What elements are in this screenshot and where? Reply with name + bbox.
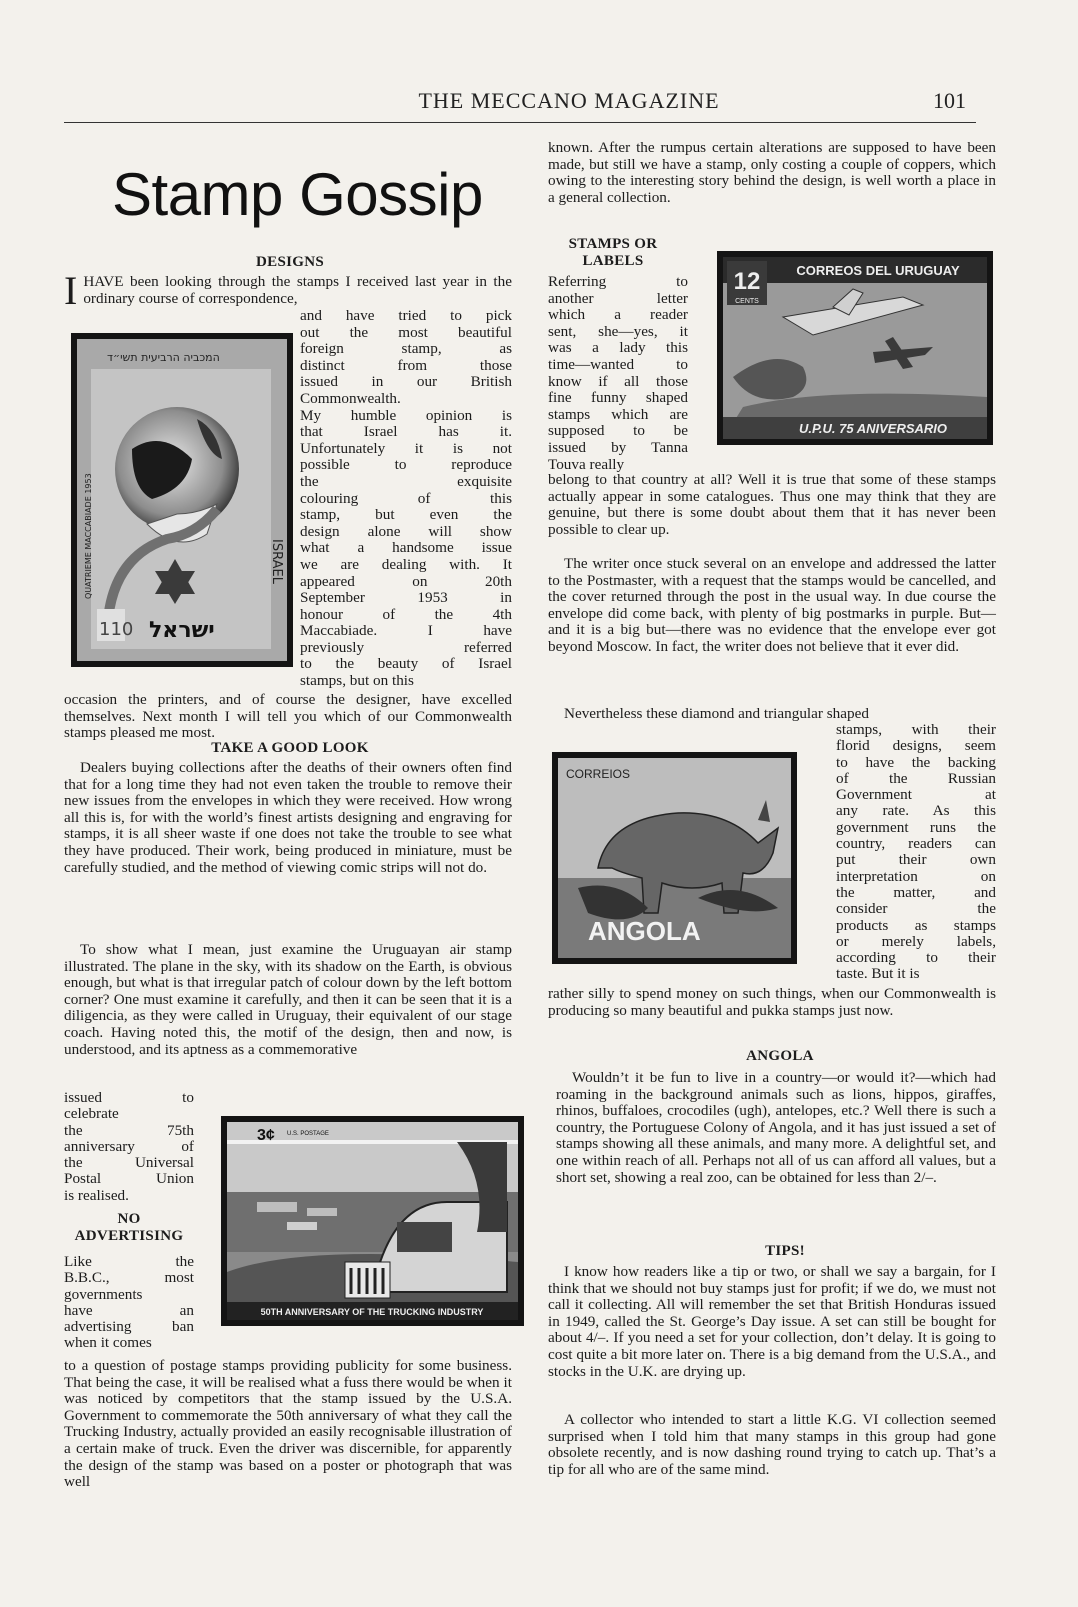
heading-stamps-or-labels: STAMPS OR LABELS: [568, 236, 658, 269]
text-line: Like the: [64, 1253, 194, 1270]
israel-stamp-country-hebrew: ישראל: [149, 618, 215, 643]
text-line: florid designs, seem: [836, 737, 996, 755]
israel-stamp-value: 110: [99, 619, 134, 640]
text-line: to have the backing: [836, 753, 996, 771]
israel-stamp-top-text: המכביה הרביעית תשי״ד: [107, 351, 220, 364]
dropcap: I: [64, 268, 78, 313]
text-line: or merely labels,: [836, 932, 996, 950]
take-a-good-look-p1: Dealers buying collections after the deaths of their owners often find that for a long time they had not even taken the trouble to remove their new issues from the envelopes in which they were received. How wrong all this is, for with the world’s finest artists designing and engraving for stamps, it is all sheer waste if one does not take the trouble to see what they have produced. Their work, being produced in miniature, must be carefully studied, and the method of viewing comic strips will not do.: [64, 759, 512, 876]
angola-stamp-art: [558, 758, 791, 958]
text-line: Touva really: [548, 455, 625, 473]
text-line: that Israel has it.: [300, 423, 512, 441]
angola-rhino-stamp-image: [552, 752, 797, 964]
text-line: put their own: [836, 851, 996, 869]
text-line: what a handsome issue: [300, 539, 512, 557]
text-line: stamp, but even the: [300, 506, 512, 524]
usa-stamp-label: U.S. POSTAGE: [287, 1131, 329, 1137]
tips-p2: A collector who intended to start a little K.G. VI collection seemed surprised when I told him that many stamps in this group had gone obsolete recently, and is now dashing round trying to catch up. That’s a tip for all who are of the same mind.: [548, 1411, 996, 1478]
text-line: Postal Union: [64, 1170, 194, 1188]
text-line: any rate. As this: [836, 802, 996, 820]
article-title: Stamp Gossip: [112, 161, 483, 228]
israel-stamp-art: [77, 339, 287, 661]
angola-stamp-name: ANGOLA: [588, 916, 701, 946]
running-head: [64, 88, 976, 123]
designs-lead: IHAVE been looking through the stamps I received last year in the ordinary course of correspondence,: [64, 268, 512, 313]
text-line: when it comes: [64, 1334, 152, 1352]
text-line: taste. But it is: [836, 965, 920, 983]
text-line: which a reader: [548, 306, 688, 324]
take-a-good-look-p2: To show what I mean, just examine the Uruguayan air stamp illustrated. The plane in the sky, with its shadow on the Earth, is obvious enough, but what is that irregular patch of colour down by the left bottom corner? One must examine it carefully, and then it can be seen that it is a diligencia, as they were called in Uruguay, their equivalent of our stage coach. Having noted this, the motif of the design, then and now, is understood, and its aptness as a commemorative: [64, 941, 512, 1058]
text-line: issued to: [64, 1089, 194, 1106]
text-line: products as stamps: [836, 916, 996, 934]
uruguay-stamp-cents: CENTS: [735, 298, 759, 305]
text-line: Government at: [836, 786, 996, 804]
designs-wrap-text: [300, 308, 512, 690]
text-line: colouring of this: [300, 489, 512, 507]
heading-no-advertising: NO ADVERTISING: [74, 1211, 184, 1244]
text-line: know if all those: [548, 372, 688, 390]
text-line: government runs the: [836, 818, 996, 836]
text-line: advertising ban: [64, 1318, 194, 1336]
text-line: B.B.C., most: [64, 1269, 194, 1287]
uruguay-stamp-bottom-text: U.P.U. 75 ANIVERSARIO: [798, 421, 948, 436]
text-line: and have tried to pick: [300, 307, 512, 324]
right-intro: known. After the rumpus certain alterations are supposed to have been made, but still we have a stamp, only costing a couple of coppers, which owing to the interesting story behind the design, is well worth a place in a general collection.: [548, 139, 996, 206]
israel-stamp-country-latin: ISRAEL: [269, 539, 284, 584]
text-line: anniversary of: [64, 1137, 194, 1155]
text-line: My humble opinion is: [300, 406, 512, 424]
usa-stamp-banner: 50TH ANNIVERSARY OF THE TRUCKING INDUSTRY: [260, 1307, 484, 1317]
stamps-or-labels-p3-wrap: [836, 722, 996, 983]
text-line: stamps, but on this: [300, 672, 414, 690]
text-line: fine funny shaped: [548, 389, 688, 407]
text-line: interpretation on: [836, 867, 996, 885]
text-line: consider the: [836, 900, 996, 918]
text-line: previously referred: [300, 638, 512, 656]
heading-angola: ANGOLA: [746, 1048, 814, 1064]
text-line: time—wanted to: [548, 355, 688, 373]
text-line: the Universal: [64, 1154, 194, 1172]
text-line: sent, she—yes, it: [548, 322, 688, 340]
text-line: we are dealing with. It: [300, 555, 512, 573]
israel-stamp-image: [71, 333, 293, 667]
text-line: design alone will show: [300, 522, 512, 540]
text-line: governments: [64, 1285, 143, 1303]
stamps-or-labels-p3-lead: Nevertheless these diamond and triangular shaped: [564, 705, 869, 722]
tips-p1: I know how readers like a tip or two, or shall we say a bargain, for I think that we should not buy stamps just for profit; if we do, we must not call it collecting. All will remember the set that British Honduras issued in 1949, called the St. George’s Day issue. A set can still be bought for about 4/–. If you need a set for your collection, don’t delay. It is going to cost quite a bit more later on. There is a big demand from the U.S.A., and stocks in the U.K. are drying up.: [548, 1263, 996, 1380]
text-line: issued by Tanna: [548, 438, 688, 456]
text-line: possible to reproduce: [300, 456, 512, 474]
uruguay-stamp-value: 12: [733, 268, 761, 295]
text-line: another letter: [548, 289, 688, 307]
take-a-good-look-wrap-text: [64, 1090, 194, 1204]
usa-trucking-stamp-image: [221, 1116, 524, 1326]
text-line: issued in our British: [300, 373, 512, 391]
text-line: Unfortunately it is not: [300, 439, 512, 457]
text-line: foreign stamp, as: [300, 340, 512, 358]
text-line: was a lady this: [548, 339, 688, 357]
no-advertising-wrap-text: [64, 1254, 194, 1352]
stamps-or-labels-wrap-text: [548, 274, 688, 473]
text-line: the matter, and: [836, 883, 996, 901]
text-line: to the beauty of Israel: [300, 655, 512, 673]
text-line: stamps which are: [548, 405, 688, 423]
angola-p1: Wouldn’t it be fun to live in a country—or would it?—which had roaming in the background animals such as lions, hippos, giraffes, rhinos, buffaloes, crocodiles (ugh), antelopes, etc.? Well there is such a country, the Portuguese Colony of Angola, and it has just issued a set of stamps showing all these animals, and many more. A delightful set, and one within reach of all. Perhaps not all of us can afford all values, but a short set, showing a real zoo, can be obtained for less than 2/–.: [556, 1069, 996, 1186]
usa-stamp-art: [227, 1122, 518, 1320]
heading-tips: TIPS!: [765, 1243, 805, 1259]
stamps-or-labels-p1-end: belong to that country at all? Well it is true that some of these stamps actually appear in some catalogues. Thus one may think that they are genuine, but there is some doubt about them that it has never been possible to clear up.: [548, 471, 996, 538]
text-line: of the Russian: [836, 769, 996, 787]
text-line: out the most beautiful: [300, 323, 512, 341]
text-line: Referring to: [548, 273, 688, 290]
magazine-title: THE MECCANO MAGAZINE: [418, 88, 720, 113]
text-line: September 1953 in: [300, 589, 512, 607]
text-line: have an: [64, 1301, 194, 1319]
page-number: 101: [933, 88, 966, 113]
text-line: according to their: [836, 949, 996, 967]
text-line: country, readers can: [836, 835, 996, 853]
uruguay-stamp-art: [723, 257, 987, 439]
text-line: Commonwealth.: [300, 389, 401, 407]
israel-stamp-side-text: QUATRIEME MACCABIADE 1953: [84, 473, 93, 599]
uruguay-stamp-banner: CORREOS DEL URUGUAY: [796, 263, 960, 278]
stamps-or-labels-p3-end: rather silly to spend money on such things, when our Commonwealth is producing so many beautiful and pukka stamps just now.: [548, 985, 996, 1019]
designs-paragraph-end: occasion the printers, and of course the designer, have excelled themselves. Next month I will tell you which of our Commonwealth stamps pleased me most.: [64, 691, 512, 742]
heading-designs: DESIGNS: [256, 254, 324, 270]
uruguay-airmail-stamp-image: [717, 251, 993, 445]
text-line: celebrate: [64, 1105, 119, 1123]
text-line: appeared on 20th: [300, 572, 512, 590]
text-line: the 75th: [64, 1121, 194, 1139]
angola-stamp-top-text: CORREIOS: [566, 767, 631, 781]
stamps-or-labels-p2: The writer once stuck several on an envelope and addressed the latter to the Postmaster, with a request that the stamps would be cancelled, and the cover returned through the post in the usual way. In due course the envelope did come back, with plenty of big postmarks in purple. But—and it is a big but—there was no evidence that the envelope ever got beyond Moscow. In fact, the writer does not believe that it ever did.: [548, 555, 996, 655]
no-advertising-p1-end: to a question of postage stamps providing publicity for some business. That being the case, it will be realised what a fuss there would be when it was noticed by competitors that the stamp issued by the U.S.A. Government to commemorate the 50th anniversary of what they call the Trucking Industry, actually provided an easily recognisable illustration of a certain make of truck. Even the driver was discernible, for apparently the design of the stamp was based on a poster or photograph that was well: [64, 1357, 512, 1491]
text-line: distinct from those: [300, 356, 512, 374]
text-line: honour of the 4th: [300, 605, 512, 623]
text-line: stamps, with their: [836, 721, 996, 738]
text-line: is realised.: [64, 1186, 129, 1204]
text-line: supposed to be: [548, 422, 688, 440]
text-line: Maccabiade. I have: [300, 622, 512, 640]
text-line: the exquisite: [300, 472, 512, 490]
heading-take-a-good-look: TAKE A GOOD LOOK: [211, 740, 369, 756]
usa-stamp-value: 3¢: [257, 1127, 275, 1144]
